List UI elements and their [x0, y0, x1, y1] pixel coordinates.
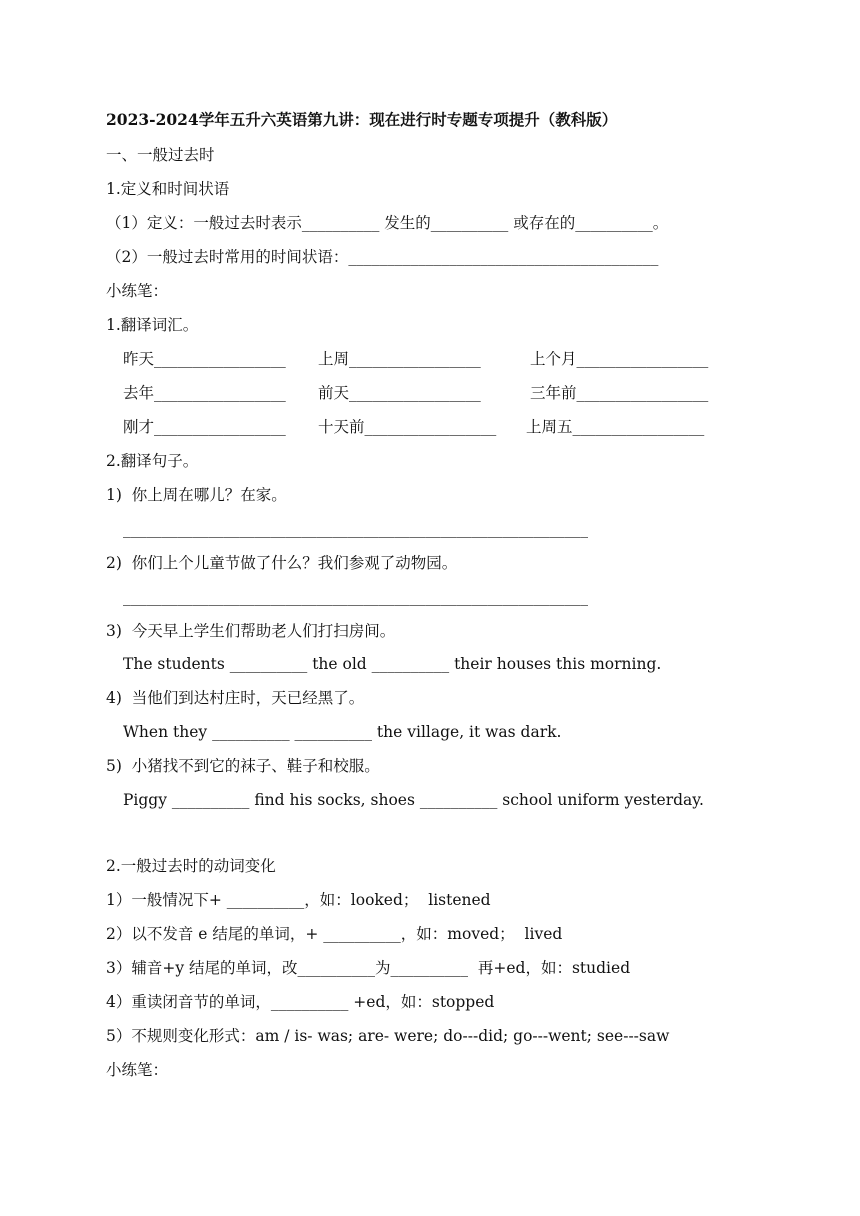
vocab-item: 刚才_________________	[123, 418, 286, 436]
question-4-english: When they __________ __________ the village, it was dark.	[123, 723, 562, 741]
answer-line-1: ____________________________________________________________	[123, 520, 588, 538]
vocab-item: 去年_________________	[123, 384, 286, 402]
practice-label-2: 小练笔：	[106, 1061, 169, 1079]
question-3: 3) 今天早上学生们帮助老人们打扫房间。	[106, 622, 396, 640]
rule-1: 1）一般情况下+ __________，如：looked； listened	[106, 891, 491, 909]
translate-sentences-heading: 2.翻译句子。	[106, 452, 199, 470]
definition-line: （1）定义：一般过去时表示__________ 发生的__________ 或存在的__________。	[106, 214, 669, 232]
question-5-english: Piggy __________ find his socks, shoes __________ school uniform yesterday.	[123, 791, 704, 809]
rule-3: 3）辅音+y 结尾的单词，改__________为__________ 再+ed，如：studied	[106, 959, 631, 977]
practice-label: 小练笔：	[106, 282, 169, 300]
rule-5: 5）不规则变化形式：am / is- was; are- were; do---did; go---went; see---saw	[106, 1027, 670, 1045]
vocab-item: 前天_________________	[318, 384, 481, 402]
vocab-item: 上个月_________________	[530, 350, 709, 368]
verb-change-heading: 2.一般过去时的动词变化	[106, 857, 276, 875]
rule-4: 4）重读闭音节的单词，__________ +ed，如：stopped	[106, 993, 495, 1011]
vocab-item: 上周五_________________	[526, 418, 705, 436]
subheading-definition: 1.定义和时间状语	[106, 180, 230, 198]
document-title: 2023-2024学年五升六英语第九讲：现在进行时专题专项提升（教科版）	[106, 110, 618, 129]
rule-2: 2）以不发音 e 结尾的单词，+ __________，如：moved； lived	[106, 925, 563, 943]
question-1: 1) 你上周在哪儿？在家。	[106, 486, 287, 504]
question-5: 5) 小猪找不到它的袜子、鞋子和校服。	[106, 757, 380, 775]
question-3-english: The students __________ the old __________ their houses this morning.	[123, 655, 662, 673]
time-adverbials-line: （2）一般过去时常用的时间状语：________________________________________	[106, 248, 659, 266]
vocab-item: 上周_________________	[318, 350, 481, 368]
question-2: 2) 你们上个儿童节做了什么？我们参观了动物园。	[106, 554, 458, 572]
section-heading: 一、一般过去时	[106, 146, 215, 164]
vocab-item: 十天前_________________	[318, 418, 497, 436]
vocab-item: 昨天_________________	[123, 350, 286, 368]
vocab-item: 三年前_________________	[530, 384, 709, 402]
answer-line-2: ____________________________________________________________	[123, 588, 588, 606]
question-4: 4) 当他们到达村庄时，天已经黑了。	[106, 689, 365, 707]
translate-words-heading: 1.翻译词汇。	[106, 316, 199, 334]
